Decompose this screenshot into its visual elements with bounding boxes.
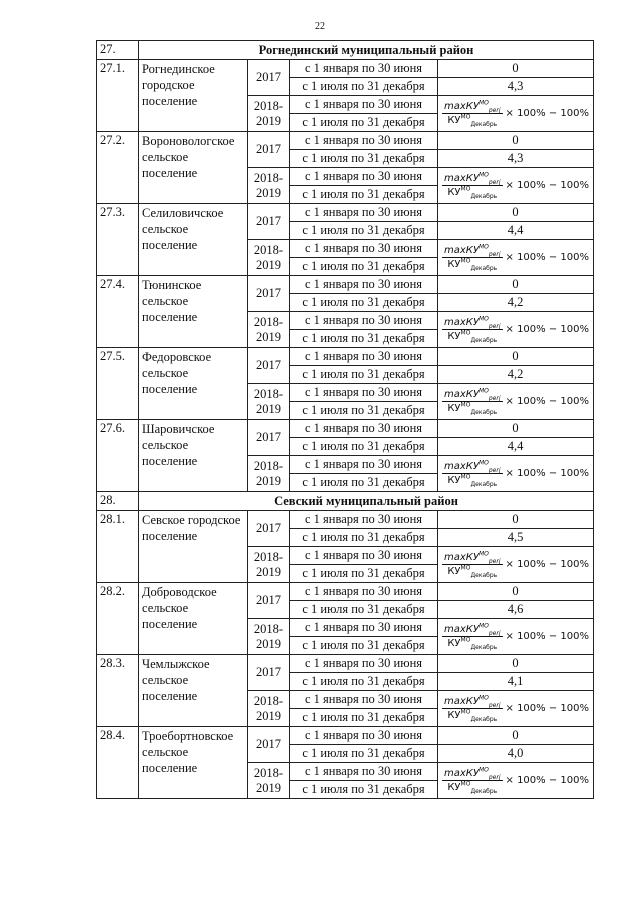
formula-fraction [442,551,503,578]
district-title: Рогнединский муниципальный район [139,41,594,60]
year-range [248,168,290,204]
settlement-row [97,420,594,438]
year-range [248,96,290,132]
formula-cell [438,763,594,799]
denominator-sub: Декабрь [470,337,498,344]
year-range [248,312,290,348]
denominator-base: КУ [447,782,461,793]
formula-fraction [442,388,503,415]
period-first-half: с 1 января по 30 июня [290,168,438,186]
year-range-start: 2018- [253,458,284,473]
numerator-base: maxКУ [443,173,479,184]
year-range [248,619,290,655]
year-range-end: 2019 [256,185,281,200]
denominator-base: КУ [447,403,461,414]
table-body [97,41,594,799]
year-range-start: 2018- [253,693,284,708]
formula-numerator [442,244,503,258]
denominator-sub: Декабрь [470,121,498,128]
formula-fraction [442,172,503,199]
settlement-number: 27.4. [97,276,139,348]
settlement-name: Троебортновское сельское поселение [139,727,248,799]
settlement-row [97,204,594,222]
numerator-sup: МО [478,622,489,630]
numerator-base: maxКУ [443,768,479,779]
year-2017: 2017 [248,727,290,763]
settlement-number: 27.2. [97,132,139,204]
formula [440,388,591,415]
numerator-sub: perj [488,395,501,402]
denominator-base: КУ [447,331,461,342]
period-first-half: с 1 января по 30 июня [290,511,438,529]
numerator-sup: МО [478,99,489,107]
year-2017: 2017 [248,276,290,312]
period-second-half: с 1 июля по 31 декабря [290,601,438,619]
formula-denominator [445,330,499,343]
formula [440,460,591,487]
formula-fraction [442,695,503,722]
year-2017: 2017 [248,583,290,619]
numerator-base: maxКУ [443,101,479,112]
formula-denominator [445,474,499,487]
formula-denominator [445,637,499,650]
year-range-start: 2018- [253,170,284,185]
numerator-base: maxКУ [443,552,479,563]
denominator-sub: Декабрь [470,265,498,272]
year-range [248,763,290,799]
period-first-half: с 1 января по 30 июня [290,547,438,565]
period-second-half: с 1 июля по 31 декабря [290,222,438,240]
period-first-half: с 1 января по 30 июня [290,619,438,637]
district-row [97,41,594,60]
formula-numerator [442,695,503,709]
settlement-name: Доброводское сельское поселение [139,583,248,655]
settlement-name: Чемлыжское сельское поселение [139,655,248,727]
numerator-sup: МО [478,315,489,323]
formula-denominator [445,709,499,722]
period-second-half: с 1 июля по 31 декабря [290,529,438,547]
formula-denominator [445,781,499,794]
page-number: 22 [315,21,325,32]
denominator-sub: Декабрь [470,409,498,416]
settlement-number: 27.6. [97,420,139,492]
value-first-half: 0 [438,511,594,529]
formula-tail: × 100% − 100% [505,468,589,479]
settlement-name: Тюнинское сельское поселение [139,276,248,348]
formula-tail: × 100% − 100% [505,252,589,263]
year-2017: 2017 [248,348,290,384]
formula-numerator [442,551,503,565]
denominator-sup: МО [460,780,471,788]
period-second-half: с 1 июля по 31 декабря [290,474,438,492]
numerator-sup: МО [478,243,489,251]
formula-numerator [442,767,503,781]
formula-denominator [445,114,499,127]
formula-numerator [442,172,503,186]
period-first-half: с 1 января по 30 июня [290,240,438,258]
settlement-name: Вороновологское сельское поселение [139,132,248,204]
denominator-sup: МО [460,636,471,644]
formula [440,695,591,722]
denominator-sup: МО [460,473,471,481]
year-range [248,691,290,727]
value-second-half: 4,4 [438,438,594,456]
numerator-sub: perj [488,323,501,330]
period-first-half: с 1 января по 30 июня [290,132,438,150]
settlement-row [97,60,594,78]
numerator-sub: perj [488,467,501,474]
numerator-sub: perj [488,558,501,565]
value-second-half: 4,1 [438,673,594,691]
period-second-half: с 1 июля по 31 декабря [290,673,438,691]
period-first-half: с 1 января по 30 июня [290,312,438,330]
formula-tail: × 100% − 100% [505,180,589,191]
period-second-half: с 1 июля по 31 декабря [290,781,438,799]
value-second-half: 4,3 [438,78,594,96]
denominator-sup: МО [460,329,471,337]
numerator-sub: perj [488,251,501,258]
formula-tail: × 100% − 100% [505,324,589,335]
formula-cell [438,168,594,204]
value-first-half: 0 [438,655,594,673]
year-range-start: 2018- [253,549,284,564]
formula-cell [438,619,594,655]
denominator-sub: Декабрь [470,572,498,579]
formula [440,767,591,794]
formula-numerator [442,316,503,330]
denominator-base: КУ [447,710,461,721]
period-second-half: с 1 июля по 31 декабря [290,745,438,763]
period-second-half: с 1 июля по 31 декабря [290,402,438,420]
year-range-end: 2019 [256,329,281,344]
formula-numerator [442,100,503,114]
formula-cell [438,384,594,420]
formula-cell [438,240,594,276]
value-second-half: 4,5 [438,529,594,547]
period-first-half: с 1 января по 30 июня [290,763,438,781]
value-first-half: 0 [438,204,594,222]
period-first-half: с 1 января по 30 июня [290,655,438,673]
formula-denominator [445,258,499,271]
formula-tail: × 100% − 100% [505,559,589,570]
numerator-base: maxКУ [443,389,479,400]
year-2017: 2017 [248,655,290,691]
year-range-end: 2019 [256,636,281,651]
numerator-base: maxКУ [443,461,479,472]
settlement-number: 27.3. [97,204,139,276]
settlement-row [97,276,594,294]
formula [440,316,591,343]
period-first-half: с 1 января по 30 июня [290,583,438,601]
formula [440,244,591,271]
denominator-base: КУ [447,115,461,126]
value-first-half: 0 [438,420,594,438]
value-first-half: 0 [438,132,594,150]
period-second-half: с 1 июля по 31 декабря [290,294,438,312]
period-second-half: с 1 июля по 31 декабря [290,366,438,384]
denominator-sup: МО [460,113,471,121]
numerator-sup: МО [478,694,489,702]
denominator-base: КУ [447,259,461,270]
denominator-base: КУ [447,475,461,486]
formula-denominator [445,186,499,199]
formula-cell [438,456,594,492]
settlement-row [97,655,594,673]
denominator-base: КУ [447,566,461,577]
value-second-half: 4,0 [438,745,594,763]
numerator-sup: МО [478,766,489,774]
numerator-sub: perj [488,107,501,114]
settlement-number: 28.2. [97,583,139,655]
numerator-sub: perj [488,774,501,781]
value-second-half: 4,3 [438,150,594,168]
period-first-half: с 1 января по 30 июня [290,348,438,366]
formula-cell [438,691,594,727]
period-second-half: с 1 июля по 31 декабря [290,114,438,132]
denominator-sup: МО [460,401,471,409]
value-first-half: 0 [438,348,594,366]
period-second-half: с 1 июля по 31 декабря [290,637,438,655]
settlement-name: Севское городское поселение [139,511,248,583]
formula-cell [438,547,594,583]
formula-fraction [442,244,503,271]
settlement-number: 28.4. [97,727,139,799]
formula-numerator [442,623,503,637]
value-second-half: 4,2 [438,294,594,312]
numerator-sup: МО [478,387,489,395]
formula-cell [438,96,594,132]
formula-tail: × 100% − 100% [505,775,589,786]
denominator-sup: МО [460,564,471,572]
district-number: 27. [97,41,139,60]
year-range [248,384,290,420]
numerator-sub: perj [488,630,501,637]
year-range-end: 2019 [256,780,281,795]
period-second-half: с 1 июля по 31 декабря [290,78,438,96]
district-row [97,492,594,511]
formula-tail: × 100% − 100% [505,108,589,119]
formula [440,623,591,650]
numerator-sup: МО [478,171,489,179]
denominator-sup: МО [460,185,471,193]
year-2017: 2017 [248,60,290,96]
year-range [248,456,290,492]
denominator-sup: МО [460,257,471,265]
settlement-number: 27.5. [97,348,139,420]
period-first-half: с 1 января по 30 июня [290,96,438,114]
period-first-half: с 1 января по 30 июня [290,420,438,438]
settlement-name: Рогнединское городское поселение [139,60,248,132]
settlement-name: Шаровичское сельское поселение [139,420,248,492]
tariff-table [96,40,594,799]
denominator-sup: МО [460,708,471,716]
numerator-base: maxКУ [443,317,479,328]
formula-fraction [442,460,503,487]
settlement-number: 27.1. [97,60,139,132]
period-second-half: с 1 июля по 31 декабря [290,438,438,456]
district-title: Севский муниципальный район [139,492,594,511]
value-second-half: 4,4 [438,222,594,240]
year-2017: 2017 [248,204,290,240]
numerator-sup: МО [478,459,489,467]
settlement-name: Селиловичское сельское поселение [139,204,248,276]
numerator-sub: perj [488,702,501,709]
year-2017: 2017 [248,511,290,547]
formula-numerator [442,388,503,402]
settlement-number: 28.1. [97,511,139,583]
year-range-end: 2019 [256,708,281,723]
year-range-start: 2018- [253,314,284,329]
value-first-half: 0 [438,276,594,294]
numerator-sub: perj [488,179,501,186]
period-second-half: с 1 июля по 31 декабря [290,150,438,168]
district-number: 28. [97,492,139,511]
denominator-base: КУ [447,187,461,198]
denominator-sub: Декабрь [470,481,498,488]
year-range-end: 2019 [256,473,281,488]
numerator-base: maxКУ [443,696,479,707]
denominator-sub: Декабрь [470,644,498,651]
formula-denominator [445,402,499,415]
numerator-base: maxКУ [443,245,479,256]
year-range-end: 2019 [256,113,281,128]
settlement-row [97,583,594,601]
year-range-start: 2018- [253,386,284,401]
year-range-start: 2018- [253,98,284,113]
value-second-half: 4,6 [438,601,594,619]
formula [440,100,591,127]
period-second-half: с 1 июля по 31 декабря [290,709,438,727]
denominator-sub: Декабрь [470,193,498,200]
period-second-half: с 1 июля по 31 декабря [290,258,438,276]
period-second-half: с 1 июля по 31 декабря [290,186,438,204]
year-range-start: 2018- [253,765,284,780]
formula-fraction [442,767,503,794]
period-first-half: с 1 января по 30 июня [290,276,438,294]
value-first-half: 0 [438,60,594,78]
formula-numerator [442,460,503,474]
period-first-half: с 1 января по 30 июня [290,204,438,222]
formula-cell [438,312,594,348]
settlement-row [97,727,594,745]
formula-fraction [442,316,503,343]
year-range [248,240,290,276]
value-first-half: 0 [438,583,594,601]
formula [440,172,591,199]
formula-fraction [442,100,503,127]
settlement-row [97,132,594,150]
period-first-half: с 1 января по 30 июня [290,384,438,402]
period-first-half: с 1 января по 30 июня [290,691,438,709]
period-first-half: с 1 января по 30 июня [290,60,438,78]
formula-fraction [442,623,503,650]
formula-denominator [445,565,499,578]
year-2017: 2017 [248,420,290,456]
period-first-half: с 1 января по 30 июня [290,727,438,745]
formula-tail: × 100% − 100% [505,703,589,714]
numerator-base: maxКУ [443,624,479,635]
period-second-half: с 1 июля по 31 декабря [290,330,438,348]
settlement-number: 28.3. [97,655,139,727]
denominator-sub: Декабрь [470,788,498,795]
denominator-base: КУ [447,638,461,649]
year-range-end: 2019 [256,257,281,272]
settlement-row [97,348,594,366]
year-range [248,547,290,583]
denominator-sub: Декабрь [470,716,498,723]
formula-tail: × 100% − 100% [505,396,589,407]
numerator-sup: МО [478,550,489,558]
year-2017: 2017 [248,132,290,168]
year-range-start: 2018- [253,242,284,257]
period-second-half: с 1 июля по 31 декабря [290,565,438,583]
formula-tail: × 100% − 100% [505,631,589,642]
year-range-end: 2019 [256,401,281,416]
year-range-start: 2018- [253,621,284,636]
value-second-half: 4,2 [438,366,594,384]
settlement-name: Федоровское сельское поселение [139,348,248,420]
year-range-end: 2019 [256,564,281,579]
period-first-half: с 1 января по 30 июня [290,456,438,474]
settlement-row [97,511,594,529]
formula [440,551,591,578]
value-first-half: 0 [438,727,594,745]
